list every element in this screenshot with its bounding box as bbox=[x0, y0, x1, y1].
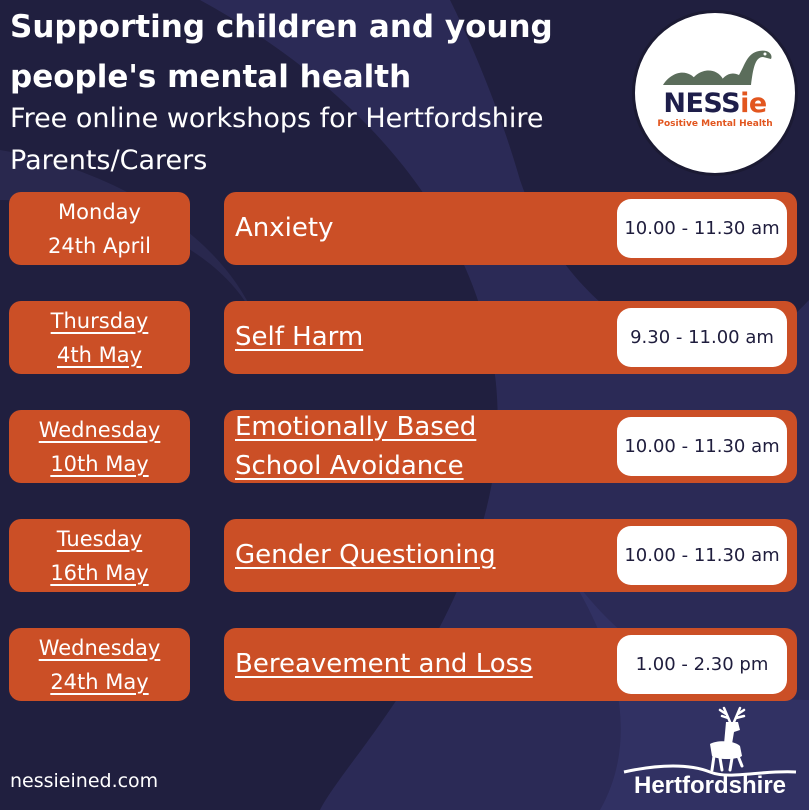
workshop-day-link[interactable]: Wednesday bbox=[38, 417, 161, 442]
workshop-date-3[interactable] bbox=[9, 410, 190, 483]
workshop-date-link[interactable]: 10th May bbox=[50, 451, 149, 476]
workshop-topic-link[interactable]: Gender Questioning bbox=[235, 540, 496, 570]
workshop-topic-card-1 bbox=[224, 192, 797, 265]
workshop-day: Monday bbox=[58, 199, 141, 224]
workshop-day-link[interactable]: Wednesday bbox=[38, 635, 161, 660]
workshop-topic: Anxiety bbox=[235, 213, 334, 243]
workshop-time: 1.00 - 2.30 pm bbox=[617, 635, 787, 694]
council-name: Hertfordshire bbox=[633, 772, 787, 799]
workshop-topic-card-4 bbox=[224, 519, 797, 592]
workshop-date-1 bbox=[9, 192, 190, 265]
workshop-time: 10.00 - 11.30 am bbox=[617, 199, 787, 258]
workshop-time: 10.00 - 11.30 am bbox=[617, 526, 787, 585]
workshop-date-5[interactable] bbox=[9, 628, 190, 701]
workshop-date-link[interactable]: 24th May bbox=[50, 669, 149, 694]
workshop-topic-link[interactable]: Self Harm bbox=[235, 322, 364, 352]
workshop-date-2[interactable] bbox=[9, 301, 190, 374]
nessie-logo bbox=[632, 10, 798, 176]
workshop-date-link[interactable]: 16th May bbox=[50, 560, 149, 585]
page-title: Supporting children and young people's mental health bbox=[10, 9, 553, 95]
workshop-date-link[interactable]: 4th May bbox=[57, 342, 142, 367]
logo-wordmark: NESSie bbox=[663, 88, 767, 119]
hart-stag-icon bbox=[620, 700, 800, 780]
workshop-time: 10.00 - 11.30 am bbox=[617, 417, 787, 476]
hertfordshire-logo bbox=[620, 700, 800, 805]
workshop-time: 9.30 - 11.00 am bbox=[617, 308, 787, 367]
workshop-topic-link[interactable]: Bereavement and Loss bbox=[235, 649, 533, 679]
workshop-date: 24th April bbox=[48, 233, 151, 258]
page-subtitle: Free online workshops for Hertfordshire Parents/Carers bbox=[10, 103, 544, 176]
workshop-date-4[interactable] bbox=[9, 519, 190, 592]
website-link[interactable]: nessieined.com bbox=[10, 770, 159, 792]
workshop-day-link[interactable]: Tuesday bbox=[56, 526, 143, 551]
workshop-topic-card-5 bbox=[224, 628, 797, 701]
workshop-topic-card-2 bbox=[224, 301, 797, 374]
workshop-topic-link[interactable]: Emotionally Based School Avoidance bbox=[235, 411, 477, 481]
workshop-topic-card-3 bbox=[224, 410, 797, 483]
logo-tagline: Positive Mental Health bbox=[657, 119, 773, 129]
loch-ness-monster-icon bbox=[659, 45, 777, 89]
workshop-day-link[interactable]: Thursday bbox=[50, 308, 149, 333]
